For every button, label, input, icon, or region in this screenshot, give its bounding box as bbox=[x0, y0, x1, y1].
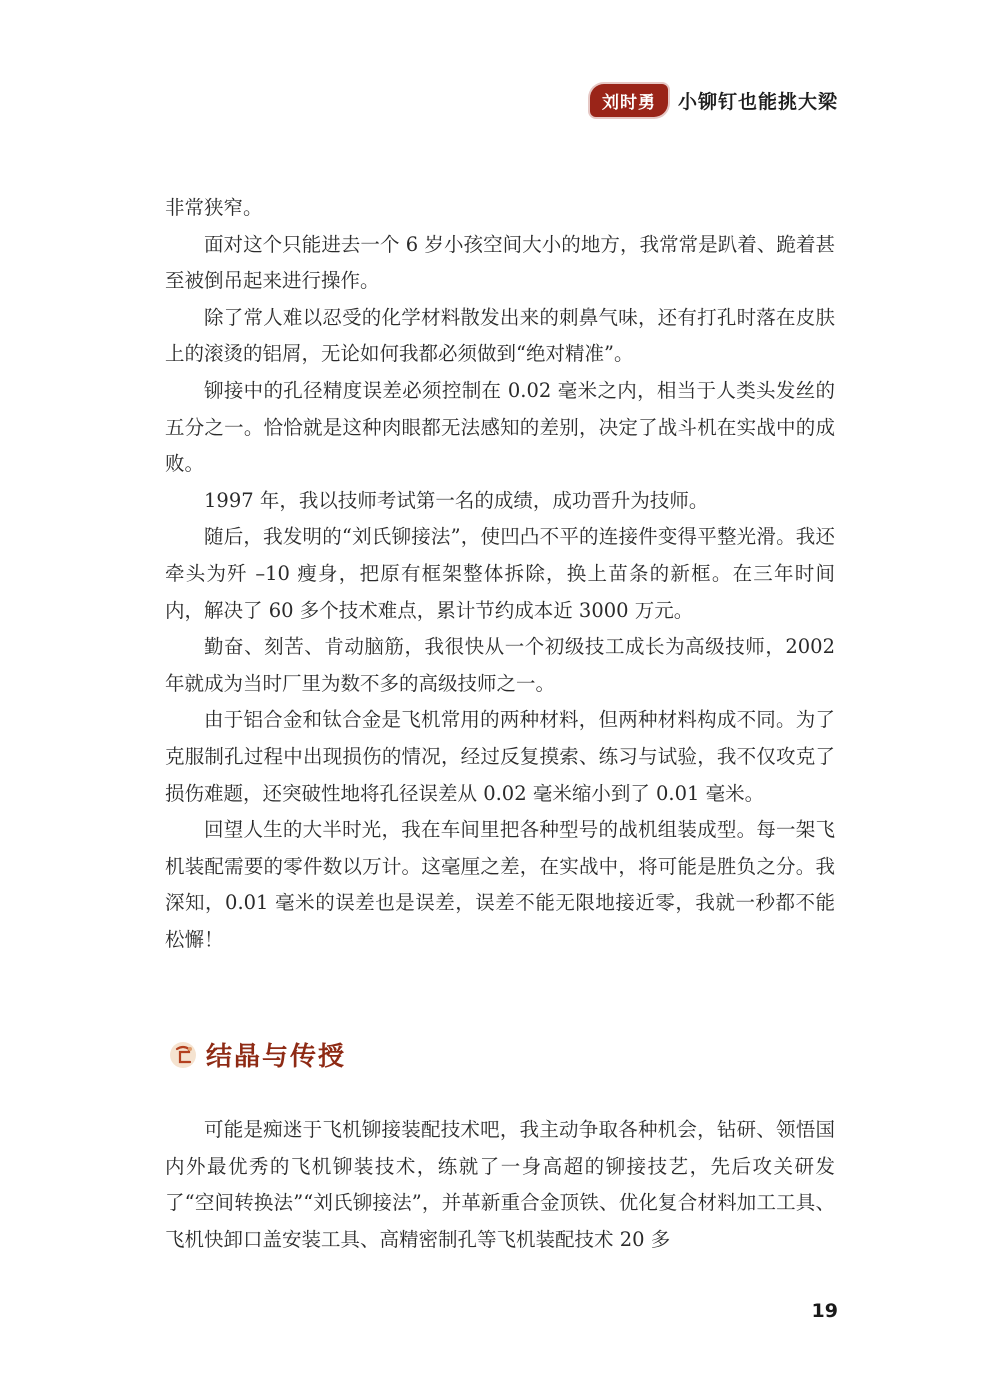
paragraph: 可能是痴迷于飞机铆接装配技术吧，我主动争取各种机会，钻研、领悟国内外最优秀的飞机铆装技术，练就了一身高超的铆接技艺，先后攻关研发了“空间转换法”“刘氏铆接法”，并革新重合金顶铁、优化复合材料加工工具、飞机快卸口盖安装工具、高精密制孔等飞机装配技术 20 多 bbox=[165, 1118, 835, 1251]
paragraph: 随后，我发明的“刘氏铆接法”，使凹凸不平的连接件变得平整光滑。我还牵头为歼 –10 瘦身，把原有框架整体拆除，换上苗条的新框。在三年时间内，解决了 60 多个技术难点，累计节约成本近 3000 万元。 bbox=[165, 525, 835, 622]
body-text-2 bbox=[165, 1112, 835, 1258]
page-number: 19 bbox=[811, 1300, 838, 1322]
paragraph: 铆接中的孔径精度误差必须控制在 0.02 毫米之内，相当于人类头发丝的五分之一。恰恰就是这种肉眼都无法感知的差别，决定了战斗机在实战中的成败。 bbox=[165, 378, 835, 476]
paragraph: 由于铝合金和钛合金是飞机常用的两种材料，但两种材料构成不同。为了克服制孔过程中出现损伤的情况，经过反复摸索、练习与试验，我不仅攻克了损伤难题，还突破性地将孔径误差从 0.02 毫米缩小到了 0.01 毫米。 bbox=[165, 708, 835, 805]
paragraph: 1997 年，我以技师考试第一名的成绩，成功晋升为技师。 bbox=[204, 488, 709, 512]
running-header bbox=[590, 84, 838, 117]
paragraph: 回望人生的大半时光，我在车间里把各种型号的战机组装成型。每一架飞机装配需要的零件数以万计。这毫厘之差，在实战中，将可能是胜负之分。我深知，0.01 毫米的误差也是误差，误差不能无限地接近零，我就一秒都不能松懈！ bbox=[165, 818, 835, 951]
header-title: 小铆钉也能挑大梁 bbox=[677, 91, 838, 113]
name-badge: 刘时勇 bbox=[590, 84, 668, 117]
paragraph: 面对这个只能进去一个 6 岁小孩空间大小的地方，我常常是趴着、跪着甚至被倒吊起来进行操作。 bbox=[165, 232, 835, 293]
seal-icon bbox=[168, 1040, 198, 1070]
paragraph: 非常狭窄。 bbox=[165, 196, 263, 219]
section-title: 结晶与传授 bbox=[206, 1042, 347, 1072]
paragraph: 勤奋、刻苦、肯动脑筋，我很快从一个初级技工成长为高级技师，2002 年就成为当时厂里为数不多的高级技师之一。 bbox=[165, 635, 835, 695]
paragraph: 除了常人难以忍受的化学材料散发出来的刺鼻气味，还有打孔时落在皮肤上的滚烫的铝屑，无论如何我都必须做到“绝对精准”。 bbox=[165, 305, 835, 366]
body-text bbox=[165, 190, 835, 958]
section-heading bbox=[168, 1036, 346, 1073]
